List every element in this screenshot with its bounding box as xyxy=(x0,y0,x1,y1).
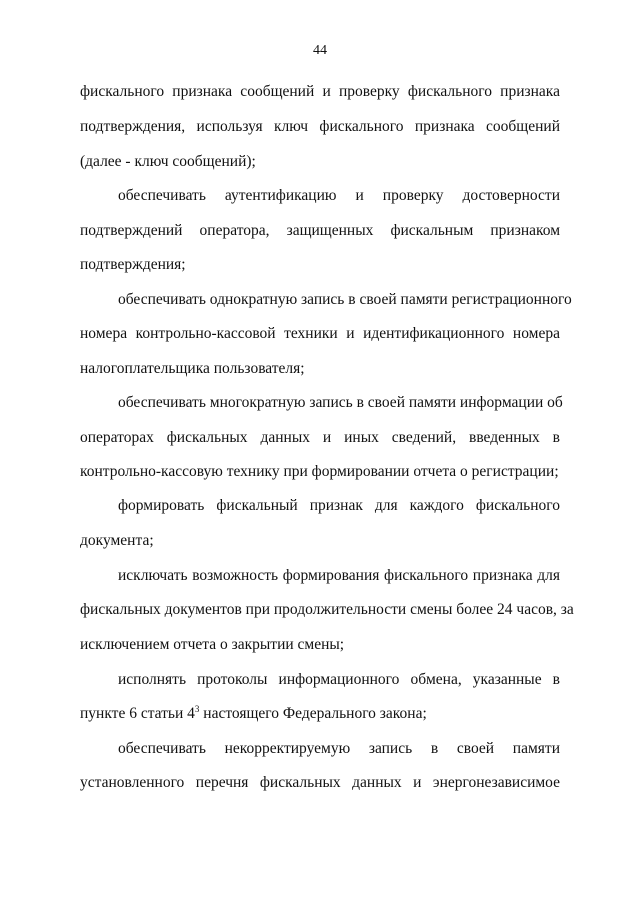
text-line: фискальных документов при продолжительности смены более 24 часов, за xyxy=(80,601,574,618)
text-line: подтверждения; xyxy=(80,256,186,273)
text-line: операторах фискальных данных и иных сведений, введенных в xyxy=(80,429,560,446)
superscript: 3 xyxy=(194,704,200,714)
page-number: 44 xyxy=(313,43,327,58)
text-fragment: пункте 6 статьи 4 xyxy=(80,705,195,722)
text-line: контрольно-кассовую технику при формировании отчета о регистрации; xyxy=(80,463,559,480)
text-line xyxy=(80,705,560,723)
paragraph-first-line: обеспечивать некорректируемую запись в своей памяти xyxy=(118,740,560,757)
paragraph-first-line: обеспечивать однократную запись в своей памяти регистрационного xyxy=(118,291,572,308)
text-line: (далее - ключ сообщений); xyxy=(80,153,256,170)
text-line: установленного перечня фискальных данных и энергонезависимое xyxy=(80,774,560,791)
text-line: подтверждения, используя ключ фискального признака сообщений xyxy=(80,118,560,135)
text-fragment: настоящего Федерального закона; xyxy=(199,705,427,722)
text-line: фискального признака сообщений и проверку фискального признака xyxy=(80,83,560,100)
paragraph-first-line: обеспечивать аутентификацию и проверку достоверности xyxy=(118,187,560,204)
paragraph-first-line: формировать фискальный признак для каждого фискального xyxy=(118,497,560,514)
text-line: номера контрольно-кассовой техники и идентификационного номера xyxy=(80,325,560,342)
paragraph-first-line: обеспечивать многократную запись в своей памяти информации об xyxy=(118,394,563,411)
text-line: документа; xyxy=(80,532,154,549)
text-line: исключением отчета о закрытии смены; xyxy=(80,636,345,653)
paragraph-first-line: исключать возможность формирования фискального признака для xyxy=(118,567,560,584)
paragraph-first-line: исполнять протоколы информационного обмена, указанные в xyxy=(118,671,560,688)
text-line: подтверждений оператора, защищенных фискальным признаком xyxy=(80,222,560,239)
text-line: налогоплательщика пользователя; xyxy=(80,360,305,377)
